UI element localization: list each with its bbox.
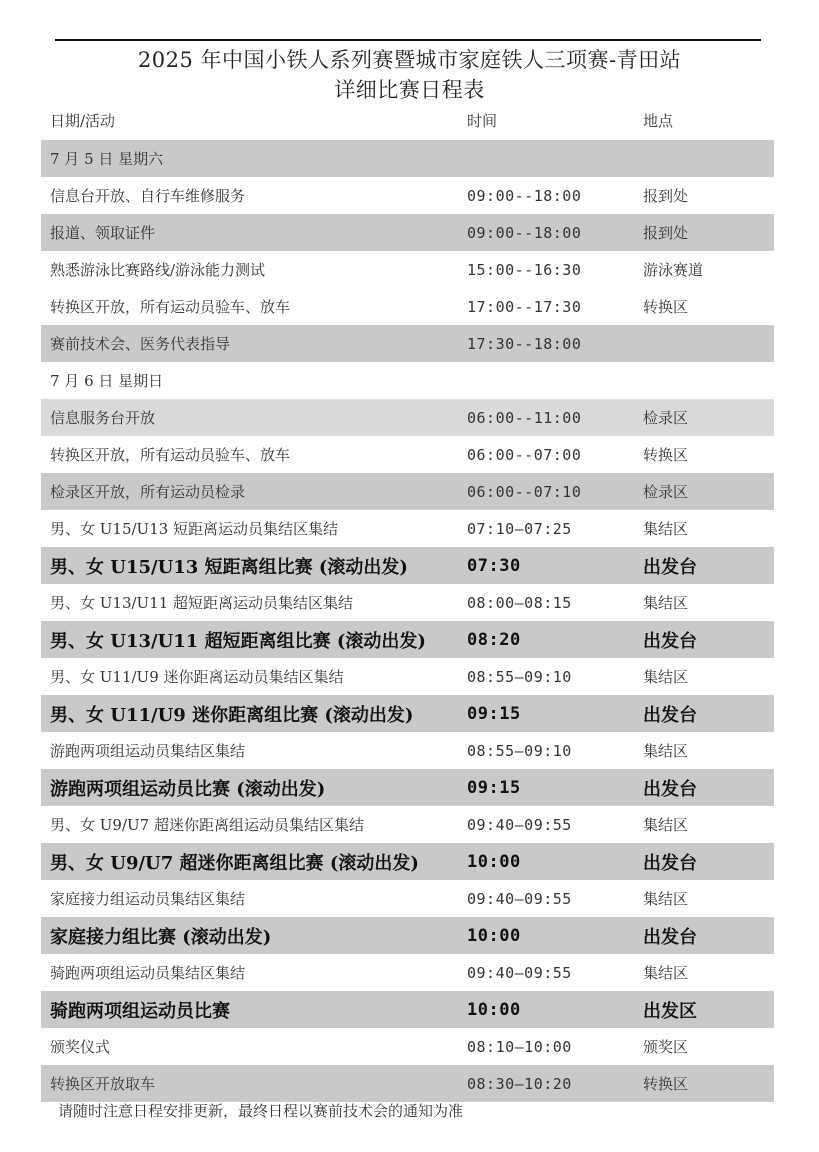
table-row (41, 880, 774, 917)
table-row (41, 695, 774, 732)
header-time: 时间 (467, 112, 498, 130)
table-row (41, 140, 774, 177)
top-rule (55, 39, 761, 41)
row-time: 08:10—10:00 (467, 1037, 572, 1056)
row-place: 出发台 (643, 630, 697, 652)
row-place: 集结区 (643, 890, 689, 908)
row-place: 检录区 (643, 409, 689, 427)
row-activity: 7 月 5 日 星期六 (50, 150, 164, 168)
row-activity: 骑跑两项组运动员比赛 (50, 1000, 230, 1022)
row-place: 集结区 (643, 668, 689, 686)
table-row (41, 658, 774, 695)
row-activity: 游跑两项组运动员集结区集结 (50, 742, 246, 760)
row-place: 出发台 (643, 556, 697, 578)
row-time: 09:40—09:55 (467, 889, 572, 908)
row-time: 09:40—09:55 (467, 963, 572, 982)
row-time: 08:55—09:10 (467, 667, 572, 686)
row-time: 10:00 (467, 999, 521, 1020)
row-time: 08:30—10:20 (467, 1074, 572, 1093)
table-row (41, 510, 774, 547)
row-time: 17:30--18:00 (467, 334, 582, 353)
row-place: 游泳赛道 (643, 261, 704, 279)
row-activity: 赛前技术会、医务代表指导 (50, 335, 231, 353)
row-activity: 颁奖仪式 (50, 1038, 111, 1056)
table-row (41, 399, 774, 436)
row-activity: 男、女 U9/U7 超迷你距离组运动员集结区集结 (50, 816, 364, 834)
row-activity: 转换区开放，所有运动员验车、放车 (50, 298, 291, 316)
row-place: 集结区 (643, 520, 689, 538)
row-time: 08:20 (467, 629, 521, 650)
row-activity: 信息服务台开放 (50, 409, 156, 427)
row-time: 17:00--17:30 (467, 297, 582, 316)
row-activity: 男、女 U15/U13 短距离运动员集结区集结 (50, 520, 339, 538)
row-place: 颁奖区 (643, 1038, 689, 1056)
table-row (41, 1028, 774, 1065)
table-row (41, 991, 774, 1028)
row-place: 集结区 (643, 964, 689, 982)
row-activity: 游跑两项组运动员比赛 (滚动出发) (50, 778, 326, 800)
row-activity: 检录区开放，所有运动员检录 (50, 483, 246, 501)
schedule-table (41, 140, 774, 1102)
table-row (41, 769, 774, 806)
row-activity: 男、女 U9/U7 超迷你距离组比赛 (滚动出发) (50, 852, 419, 874)
row-time: 07:30 (467, 555, 521, 576)
row-time: 09:00--18:00 (467, 223, 582, 242)
table-row (41, 547, 774, 584)
table-row (41, 806, 774, 843)
row-time: 15:00--16:30 (467, 260, 582, 279)
row-place: 集结区 (643, 816, 689, 834)
row-activity: 男、女 U15/U13 短距离组比赛 (滚动出发) (50, 556, 408, 578)
row-place: 报到处 (643, 187, 689, 205)
row-place: 检录区 (643, 483, 689, 501)
row-place: 出发台 (643, 778, 697, 800)
table-row (41, 436, 774, 473)
row-time: 07:10—07:25 (467, 519, 572, 538)
row-place: 出发台 (643, 852, 697, 874)
footer-note: 请随时注意日程安排更新，最终日程以赛前技术会的通知为准 (58, 1102, 464, 1120)
row-place: 集结区 (643, 594, 689, 612)
row-activity: 转换区开放，所有运动员验车、放车 (50, 446, 291, 464)
header-place: 地点 (643, 112, 674, 130)
table-row (41, 214, 774, 251)
row-place: 出发区 (643, 1000, 697, 1022)
row-activity: 熟悉游泳比赛路线/游泳能力测试 (50, 261, 266, 279)
row-place: 出发台 (643, 704, 697, 726)
row-activity: 家庭接力组运动员集结区集结 (50, 890, 246, 908)
table-row (41, 843, 774, 880)
row-place: 出发台 (643, 926, 697, 948)
row-activity: 报道、领取证件 (50, 224, 156, 242)
header-activity: 日期/活动 (50, 112, 116, 130)
row-activity: 家庭接力组比赛 (滚动出发) (50, 926, 272, 948)
row-activity: 7 月 6 日 星期日 (50, 372, 164, 390)
row-activity: 男、女 U13/U11 超短距离组比赛 (滚动出发) (50, 630, 426, 652)
page-subtitle: 详细比赛日程表 (334, 78, 485, 102)
table-row (41, 1065, 774, 1102)
row-activity: 转换区开放取车 (50, 1075, 156, 1093)
row-time: 08:00—08:15 (467, 593, 572, 612)
table-row (41, 917, 774, 954)
table-row (41, 251, 774, 288)
table-row (41, 288, 774, 325)
row-activity: 男、女 U11/U9 迷你距离运动员集结区集结 (50, 668, 344, 686)
row-time: 06:00--07:10 (467, 482, 582, 501)
row-place: 转换区 (643, 446, 689, 464)
table-row (41, 362, 774, 399)
row-activity: 信息台开放、自行车维修服务 (50, 187, 246, 205)
row-activity: 男、女 U11/U9 迷你距离组比赛 (滚动出发) (50, 704, 414, 726)
row-activity: 男、女 U13/U11 超短距离运动员集结区集结 (50, 594, 354, 612)
row-place: 集结区 (643, 742, 689, 760)
row-time: 10:00 (467, 925, 521, 946)
row-activity: 骑跑两项组运动员集结区集结 (50, 964, 246, 982)
row-place: 转换区 (643, 298, 689, 316)
row-time: 09:40—09:55 (467, 815, 572, 834)
row-place: 转换区 (643, 1075, 689, 1093)
row-place: 报到处 (643, 224, 689, 242)
row-time: 09:15 (467, 703, 521, 724)
table-row (41, 177, 774, 214)
table-row (41, 954, 774, 991)
row-time: 06:00--11:00 (467, 408, 582, 427)
table-row (41, 473, 774, 510)
row-time: 09:00--18:00 (467, 186, 582, 205)
table-row (41, 584, 774, 621)
table-row (41, 732, 774, 769)
row-time: 06:00--07:00 (467, 445, 582, 464)
row-time: 10:00 (467, 851, 521, 872)
table-row (41, 621, 774, 658)
row-time: 08:55—09:10 (467, 741, 572, 760)
row-time: 09:15 (467, 777, 521, 798)
page-title: 2025 年中国小铁人系列赛暨城市家庭铁人三项赛-青田站 (137, 48, 682, 72)
table-row (41, 325, 774, 362)
